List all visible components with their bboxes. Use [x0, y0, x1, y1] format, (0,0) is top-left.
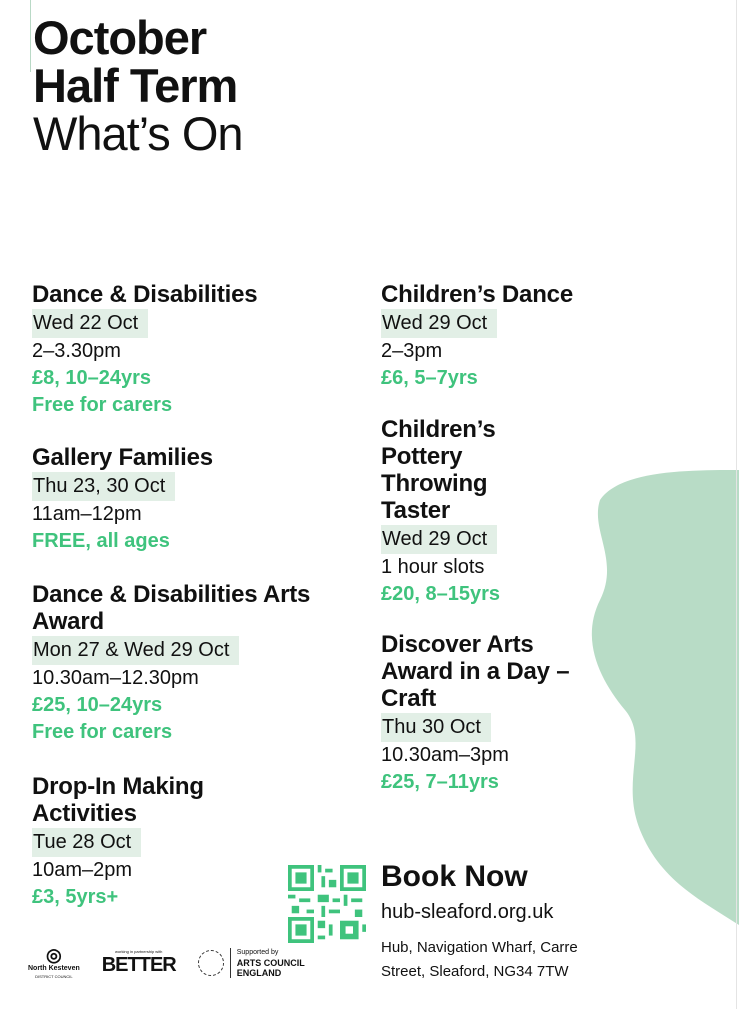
booking-url[interactable]: hub-sleaford.org.uk: [381, 901, 554, 923]
ace-supported: Supported by: [236, 948, 279, 956]
event-extra: Free for carers: [32, 721, 173, 743]
event-date: Wed 29 Oct: [381, 309, 497, 338]
event-drop-in-making: [32, 773, 262, 911]
event-title: Dance & Disabilities: [32, 281, 258, 308]
event-time: 10.30am–12.30pm: [32, 667, 199, 689]
event-price: £3, 5yrs+: [32, 886, 119, 908]
title-line-2: Half Term: [33, 59, 238, 112]
event-price: £8, 10–24yrs: [32, 367, 152, 389]
event-title: Discover Arts Award in a Day –Craft: [381, 631, 570, 712]
event-time: 10am–2pm: [32, 859, 133, 881]
arts-council-ring-icon: [198, 950, 224, 976]
better-logo: [102, 949, 176, 977]
sponsor-logos: [28, 940, 305, 985]
booking-info: [381, 858, 578, 984]
nk-sub: DISTRICT COUNCIL: [35, 973, 73, 979]
event-date: Mon 27 & Wed 29 Oct: [32, 636, 239, 665]
book-now-heading: Book Now: [381, 860, 528, 893]
event-discover-arts-award: [381, 631, 586, 796]
event-gallery-families: [32, 444, 352, 555]
event-childrens-dance: [381, 281, 701, 392]
ace-line-2: ENGLAND: [236, 967, 282, 978]
arts-council-logo: [198, 948, 305, 978]
event-dance-disabilities: [32, 281, 352, 419]
event-date: Tue 28 Oct: [32, 828, 141, 857]
event-pottery-taster: [381, 416, 531, 608]
event-price: £6, 5–7yrs: [381, 367, 478, 389]
event-price: FREE, all ages: [32, 530, 170, 552]
accent-line: [30, 0, 31, 72]
event-time: 11am–12pm: [32, 503, 142, 525]
event-title: Gallery Families: [32, 444, 213, 471]
event-time: 2–3pm: [381, 340, 443, 362]
event-title: Children’s Dance: [381, 281, 573, 308]
event-time: 10.30am–3pm: [381, 744, 509, 766]
title-subtitle: What’s On: [33, 107, 243, 160]
nk-name: North Kesteven: [28, 964, 80, 972]
event-time: 2–3.30pm: [32, 340, 121, 362]
swirl-icon: ◎: [46, 944, 62, 965]
ace-line-1: ARTS COUNCIL: [236, 957, 305, 968]
event-date: Thu 23, 30 Oct: [32, 472, 175, 501]
better-wordmark: BETTER: [101, 953, 176, 976]
address-line-2: Street, Sleaford, NG34 7TW: [381, 963, 569, 980]
event-price: £25, 10–24yrs: [32, 694, 163, 716]
event-price: £25, 7–11yrs: [381, 771, 499, 793]
event-time: 1 hour slots: [381, 556, 485, 578]
event-extra: Free for carers: [32, 394, 173, 416]
event-title: Children’s Pottery Throwing Taster: [381, 416, 496, 524]
event-dance-disabilities-arts-award: [32, 581, 332, 746]
event-price: £20, 8–15yrs: [381, 583, 501, 605]
event-date: Wed 22 Oct: [32, 309, 148, 338]
better-tagline: working in partnership with: [115, 948, 163, 954]
qr-code[interactable]: [288, 865, 366, 943]
page-title: [33, 11, 243, 160]
event-title: Drop-In Making Activities: [32, 773, 204, 827]
event-date: Wed 29 Oct: [381, 525, 497, 554]
address-line-1: Hub, Navigation Wharf, Carre: [381, 939, 578, 956]
page-edge: [736, 0, 737, 1009]
north-kesteven-logo: [28, 945, 80, 981]
event-title: Dance & Disabilities Arts Award: [32, 581, 311, 635]
title-line-1: October: [33, 11, 207, 64]
event-date: Thu 30 Oct: [381, 713, 491, 742]
